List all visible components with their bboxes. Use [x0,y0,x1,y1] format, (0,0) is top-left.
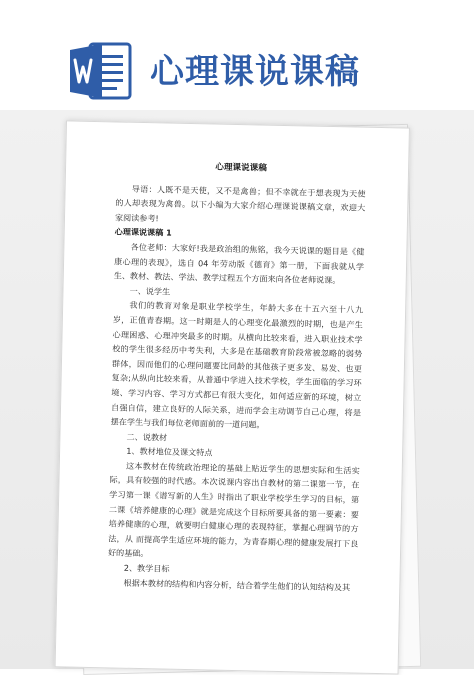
document-page [55,120,410,674]
document-paragraphs [107,181,366,595]
header-bar [0,0,474,110]
page-title: 心理课说课稿 [150,52,360,92]
paragraph: 根据本教材的结构和内容分析，结合着学生他们的认知结构及其 [123,577,351,593]
subsection-heading: 一、说学生 [129,285,171,297]
section-heading: 心理课说课稿 1 [114,226,172,239]
paragraph: 这本教材在传统政治理论的基础上贴近学生的思想实际和生活实际，具有较强的时代感。本次说课内容出自教材的第二课第一节，在学习第一课《谱写新的人生》时指出了职业学校学生学习的目标，第二课《培养健康的心理》就是完成这个目标所要具备的第一要素：要培养健康的心理，就要明白健康心理的表现特征，掌握心理调节的方法，从 而提高学生适应环境的能力，为青春期心理的健康发展打下良好的基础。 [107,460,360,559]
subsection-heading: 二、说教材 [126,431,168,443]
paragraph: 各位老师：大家好!我是政治组的焦铭，我今天说课的题目是《健康心理的表现》，选自 04 年劳动版《德育》第一册，下面我就从学生、教材、教法、学法、教学过程五个方面来向各位老师说课。 [113,241,365,286]
paragraph: 我们的教育对象是职业学校学生，年龄大多在十五六至十八九岁，正值青春期。这一时期是人的心理变化最激烈的时期，也是产生心理困惑、心理冲突最多的时期。从横向比较来看，进入职业技术学校的学生很多经历中考失利，大多是在基础教育阶段常被忽略的弱势群体，因而他们的心理问题要比同龄的其他孩子更多发、易发、也更复杂;从纵向比较来看，从普通中学进入技术学校，学生面临的学习环境、学习内容、学习方式都已有很大变化，如何适应新的环境，树立自强自信，建立良好的人际关系，进而学会主动调节自己心理，将是摆在学生与我们每位老师面前的一道问题。 [110,300,364,430]
document-body [107,158,366,594]
document-title: 心理课说课稿 [215,162,267,174]
subsection-heading: 1、教材地位及课文特点 [126,446,213,458]
subsection-heading: 2、教学目标 [123,562,170,574]
word-document-icon [68,38,134,104]
paragraph: 导语：人既不是天使，又不是禽兽；但不幸就在于想表现为天使的人却表现为禽兽。以下小编为大家介绍心理课说课稿文章，欢迎大家阅读参考! [114,183,366,224]
